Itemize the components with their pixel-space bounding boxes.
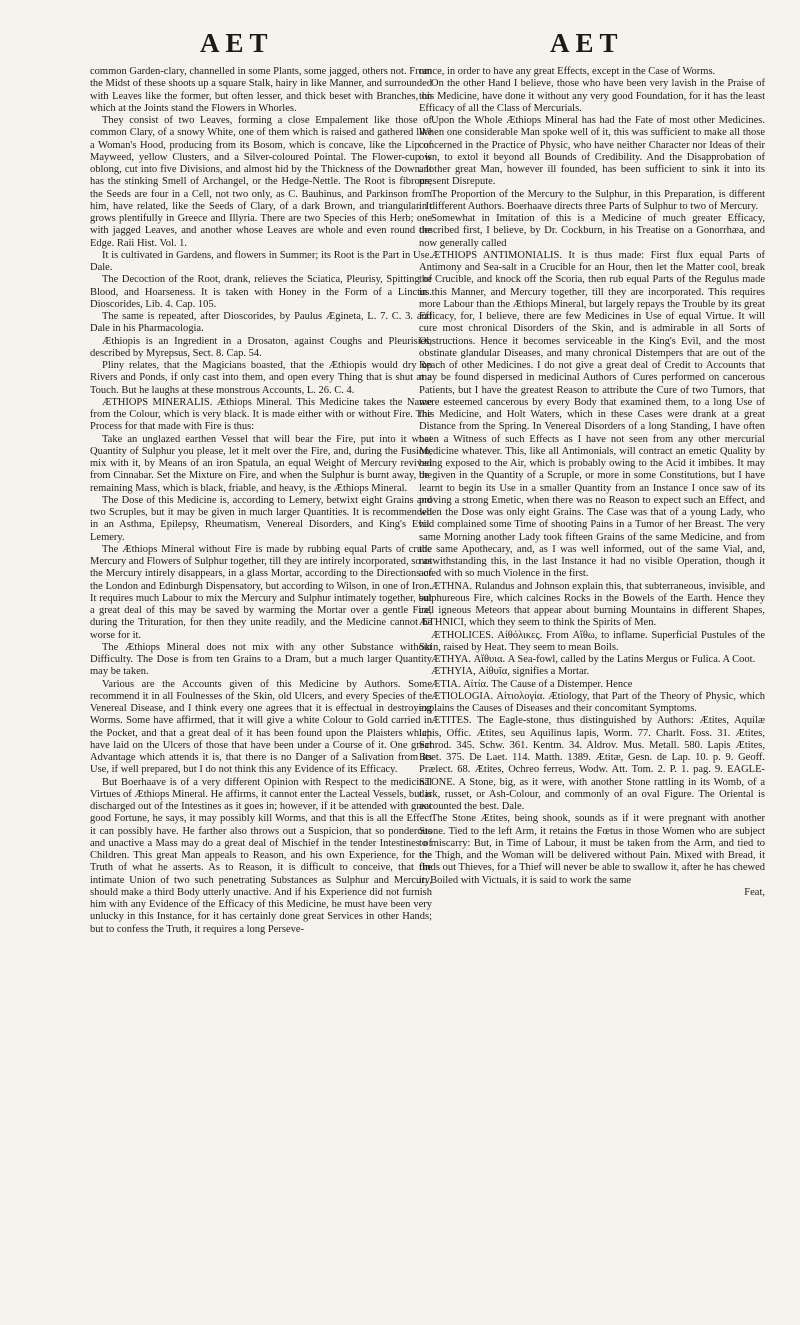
paragraph: Upon the Whole Æthiops Mineral has had the Fate of most other Medicines. When one considerable Man spoke well of it, this was sufficient to make all those concerned in the Practice of Physic, who have neither Character nor Ideas of their own, to extol it beyond all Bounds of Credibility. And the Disapprobation of another great Man, however ill founded, has been sufficient to sink it into its present Disrepute. <box>419 115 765 188</box>
paragraph: The Dose of this Medicine is, according to Lemery, betwixt eight Grains and two Scruples, but it may be given in much larger Quantities. It is recommended in an Asthma, Epilepsy, Rheumatism, Venereal Disorders, and King's Evil. Lemery. <box>90 494 432 543</box>
catchword: Feat, <box>744 886 765 898</box>
paragraph: rance, in order to have any great Effects, except in the Case of Worms. <box>419 66 716 77</box>
left-column <box>90 66 432 1316</box>
paragraph: On the other Hand I believe, those who have been very lavish in the Praise of this Medicine, have done it without any very good Foundation, for it has the least Efficacy of all the Class of Mercurials. <box>419 78 765 114</box>
paragraph: Take an unglazed earthen Vessel that will bear the Fire, put into it what Quantity of Sulphur you please, let it melt over the Fire, and, during the Fusion, mix with it, by Means of an iron Spatula, an equal Weight of Mercury revived from Cinnabar. Set the Mixture on Fire, and when the Sulphur is burnt away, the remaining Mass, which is black, friable, and heavy, is the Æthiops Mineral. <box>90 433 432 494</box>
entry-aetia: ÆTIA. Αἰτία. The Cause of a Distemper. Hence <box>431 678 633 690</box>
entry-aethyia: ÆTHYIA, Αἰθυῖα, signifies a Mortar. <box>431 666 590 678</box>
paragraph: They consist of two Leaves, forming a close Empalement like those of common Clary, of a snowy White, one of them which is raised and gathered like a Woman's Hood, producing from its Bosom, which is concave, like the Lip of Mayweed, yellow Clusters, and a Silver-coloured Pointal. The Flower-cup is oblong, cut into five Divisions, and almost hid by the Thickness of the Down. It has the stinking Smell of Archangel, or the Hedge-Nettle. The Root is fibrous; the Seeds are four in a Cell, not two only, as C. Bauhinus, and Parkinson from him, have related, like the Seeds of Clary, of a dark Brown, and triangular. It grows plentifully in Greece and Illyria. There are two Species of this Herb; one with jagged Leaves, and another whose Leaves are whole and even round the Edge. Raii Hist. Vol. 1. <box>90 115 432 249</box>
header-left: AET <box>200 28 274 58</box>
paragraph: common Garden-clary, channelled in some Plants, some jagged, others not. From the Midst of these shoots up a square Stalk, hairy in like Manner, and surrounded with Leaves like the former, but often lesser, and thick beset with Branches, on which at the Joints stand the Flowers in Whorles. <box>90 66 432 114</box>
entry-aetiologia: ÆTIOLOGIA. Αἰτιολογία. Ætiology, that Part of the Theory of Physic, which explains the Causes of Diseases and their concomitant Symptoms. <box>419 690 765 714</box>
entry-aethna: ÆTHNA. Rulandus and Johnson explain this, that subterraneous, invisible, and sulphureous Fire, which calcines Rocks in the Bowels of the Earth. Hence they call igneous Meteors that appear about burning Mountains in different Shapes, ÆTHNICI, which they seem to think the Spirits of Men. <box>419 580 765 629</box>
running-header <box>0 28 800 68</box>
paragraph: Somewhat in Imitation of this is a Medicine of much greater Efficacy, described first, I believe, by Dr. Cockburn, in his Treatise on a Gonorrhæa, and now generally called <box>419 213 765 249</box>
paragraph: It is cultivated in Gardens, and flowers in Summer; its Root is the Part in Use. Dale. <box>90 249 432 273</box>
paragraph: The Proportion of the Mercury to the Sulphur, in this Preparation, is different in different Authors. Boerhaave directs three Parts of Sulphur to two of Mercury. <box>419 188 765 212</box>
paragraph: The Decoction of the Root, drank, relieves the Sciatica, Pleurisy, Spitting of Blood, and Hoarseness. It is taken with Honey in the Form of a Linctus. Dioscorides, Lib. 4. Cap. 105. <box>90 274 432 310</box>
paragraph: But Boerhaave is of a very different Opinion with Respect to the medicinal Virtues of Æthiops Mineral. He affirms, it cannot enter the Lacteal Vessels, but is discharged out of the Intestines as it goes in; however, if it be attended with great good Fortune, he says, it may possibly kill Worms, and that this is all the Effect it can possibly have. He farther also throws out a Suspicion, that so ponderous and unactive a Mass may do a great deal of Mischief in the tender Intestines of Children. This great Man appeals to Reason, and his own Experience, for the Truth of what he asserts. As to Reason, it is difficult to conceive, that the intimate Union of two such penetrating Substances as Sulphur and Mercury, should make a third Body utterly unactive. And if his Experience did not furnish him with any Evidence of the Efficacy of this Medicine, he must have been very unlucky in this Instance, for it has certainly done great Services in other Hands; but to confess the Truth, it requires a long Perseve- <box>90 776 432 935</box>
right-column <box>419 66 765 1316</box>
paragraph: Pliny relates, that the Magicians boasted, that the Æthiopis would dry up Rivers and Ponds, if only cast into them, and open every Thing that is shut at a Touch. But he laughs at these monstrous Accounts, L. 26. C. 4. <box>90 360 432 396</box>
entry-aethiops-mineralis: ÆTHIOPS MINERALIS. Æthiops Mineral. This Medicine takes the Name from the Colour, which is very black. It is made either with or without Fire. The Process for that made with Fire is thus: <box>90 396 432 433</box>
entry-aethya: ÆTHYA. Αἴθυια. A Sea-fowl, called by the Latins Mergus or Fulica. A Coot. <box>431 654 756 665</box>
paragraph: The Æthiops Mineral without Fire is made by rubbing equal Parts of crude Mercury and Flowers of Sulphur together, till they are intirely incorporated, so as the Mercury intirely disappears, in a glass Mortar, according to the Directions of the London and Edinburgh Dispensatory, but according to Wilson, in one of Iron. It requires much Labour to mix the Mercury and Sulphur intimately together, but a great deal of this may be saved by warming the Mortar over a gentle Fire, during the Trituration, for then they unite readily, and the Medicine cannot be worse for it. <box>90 543 432 641</box>
paragraph: The Stone Ætites, being shook, sounds as if it were pregnant with another Stone. Tied to the left Arm, it retains the Fœtus in those Women who are subject to miscarry: But, in Time of Labour, it must be taken from the Arm, and tied to the Thigh, and the Woman will be delivered without Pain. Mixed with Bread, it finds out Thieves, for a Thief will never be able to swallow it, after he has chewed it. Boiled with Victuals, it is said to work the same <box>419 813 765 886</box>
entry-aetites: ÆTITES. The Eagle-stone, thus distinguished by Authors: Ætites, Aquilæ lapis, Offic. Ætites, seu Aquilinus lapis, Worm. 77. Charlt. Foss. 31. Ætites, Schrod. 345. Schw. 361. Kentm. 34. Aldrov. Mus. Metall. 580. Lapis Ætites, Boet. 375. De Laet. 114. Matth. 1389. Ætitæ, Gesn. de Lap. 10. p. 9. Geoff. Prælect. 68. Ætites, Ochreo ferreus, Wodw. Att. Tom. 2. P. 1. pag. 9. EAGLE-STONE. A Stone, big, as it were, with another Stone rattling in its Womb, of a dark, russet, or Ash-Colour, and commonly of an oval Figure. The Oriental is accounted the best. Dale. <box>419 715 765 812</box>
entry-aethiops-antimonialis: ÆTHIOPS ANTIMONIALIS. It is thus made: First flux equal Parts of Antimony and Sea-salt in a Crucible for an Hour, then let the Matter cool, break the Crucible, and knock off the Scoria, then rub equal Parts of the Regulus made in this Manner, and Mercury together, till they are incorporated. This requires more Labour than the Æthiops Mineral, but largely repays the Trouble by its great Efficacy, for, I believe, there are few Medicines in Use of equal Virtue. It will cure most chronical Disorders of the Skin, and is admirable in all Sorts of Obstructions. Hence it becomes serviceable in the King's Evil, and the most obstinate glandular Diseases, and many chronical Distempers that are out of the Reach of other Medicines. I do not give a great deal of Credit to Accounts that may be found dispersed in medicinal Authors of Cures performed on cancerous Patients, but I have the greatest Reason to attribute the Cure of two Tumors, that were esteemed cancerous by every Body that examined them, to a long Use of this Medicine, and Holt Waters, which in these Cases were drank at a great Distance from the Spring. In Venereal Disorders of a long Standing, I have often been a Witness of such Effects as I have not seen from any other mercurial Medicine whatever. This, like all Antimonials, will contract an emetic Quality by being exposed to the Air, which is probably owing to the Acid it imbibes. It may be given in the Quantity of a Scruple, or more in some Constitutions, but I have learnt to begin its Use in a smaller Quantity from an Instance I once saw of its proving a strong Emetic, when there was no Reason to expect such an Effect, and when the Dose was only eight Grains. The Case was that of a young Lady, who had complained some Time of shooting Pains in a Tumor of her Breast. The very same Morning another Lady took fifteen Grains of the same Medicine, and from the same Apothecary, and, as I was well informed, out of the same Vial, and, notwithstanding this, in the last Instance it had no visible Operation, though it acted with so much Violence in the first. <box>419 249 765 580</box>
paragraph: Various are the Accounts given of this Medicine by Authors. Some recommend it in all Foulnesses of the Skin, old Ulcers, and every Species of the Venereal Disease, and I think every one agrees that it is effectual in destroying Worms. Some have affirmed, that it will give a white Colour to Gold carried in the Pocket, and that a great deal of it has been found upon the Plaisters which have laid on the Ulcers of those that have been under a Course of it. One great Advantage which attends it is, that there is no Danger of a Salivation from its Use, if well prepared, but I do not think this any Evidence of its Efficacy. <box>90 678 432 776</box>
paragraph: The same is repeated, after Dioscorides, by Paulus Ægineta, L. 7. C. 3. and Dale in his Pharmacologia. <box>90 311 432 335</box>
paragraph: The Æthiops Mineral does not mix with any other Substance without Difficulty. The Dose is from ten Grains to a Dram, but a much larger Quantity may be taken. <box>90 641 432 678</box>
paragraph: Æthiopis is an Ingredient in a Drosaton, against Coughs and Pleurisies, described by Myrepsus, Sect. 8. Cap. 54. <box>90 335 432 359</box>
header-right: AET <box>550 28 624 58</box>
entry-aetholices: ÆTHOLICES. Αἰθόλικες. From Αἴθω, to inflame. Superficial Pustules of the Skin, raised by Heat. They seem to mean Boils. <box>419 629 765 653</box>
